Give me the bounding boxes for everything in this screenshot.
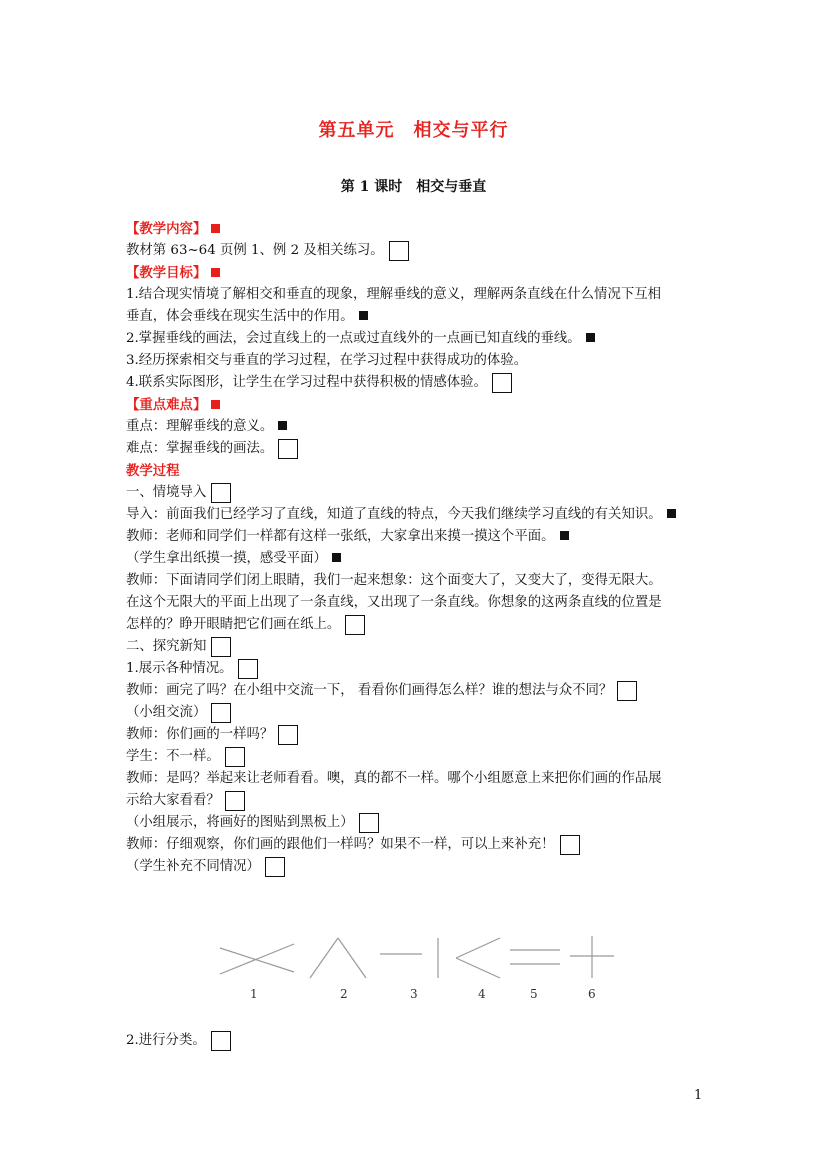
lesson-title: 第 1 课时 相交与垂直 (340, 179, 487, 195)
square-marker-icon (667, 509, 676, 518)
body-line (126, 636, 716, 658)
checkbox-icon (211, 483, 231, 503)
checkbox-icon (211, 637, 231, 657)
checkbox-icon (278, 439, 298, 459)
checkbox-icon (238, 659, 258, 679)
body-line (126, 482, 716, 504)
body-line (126, 306, 716, 328)
line-text: 教师：仔细观察，你们画的跟他们一样吗？如果不一样，可以上来补充！ (126, 837, 555, 852)
body-line (126, 746, 716, 768)
body-line (126, 350, 716, 372)
line-text: 1.结合现实情境了解相交和垂直的现象，理解垂线的意义，理解两条直线在什么情况下互相 (126, 287, 662, 302)
line-text: 教师：老师和同学们一样都有这样一张纸，大家拿出来摸一摸这个平面。 (126, 529, 555, 544)
figure-1-line-b (220, 944, 294, 974)
body-line (126, 372, 716, 394)
checkbox-icon (560, 835, 580, 855)
checkbox-icon (225, 747, 245, 767)
line-text: 一、情境导入 (126, 485, 207, 500)
square-marker-icon (278, 421, 287, 430)
line-text: 【教学目标】 (126, 265, 207, 281)
checkbox-icon (211, 703, 231, 723)
figure-4-line-a (456, 938, 500, 958)
checkbox-icon (389, 241, 409, 261)
section-heading (126, 262, 716, 284)
body-line (126, 724, 716, 746)
figure-2-line-b (338, 938, 366, 978)
figure-label-4: 4 (478, 987, 486, 1001)
square-marker-icon (211, 400, 220, 409)
section-heading (126, 460, 716, 482)
body-line (126, 592, 716, 614)
line-text: （小组交流） (126, 705, 207, 720)
square-marker-icon (211, 224, 220, 233)
figure-label-5: 5 (530, 987, 538, 1001)
page-number: 1 (694, 1088, 703, 1103)
body-line (126, 328, 716, 350)
body-line (126, 834, 716, 856)
line-text: 难点：掌握垂线的画法。 (126, 441, 274, 456)
body-line (126, 504, 716, 526)
line-text: （学生拿出纸摸一摸，感受平面） (126, 551, 327, 566)
line-text: 垂直，体会垂线在现实生活中的作用。 (126, 309, 354, 324)
section-heading (126, 394, 716, 416)
body-line (126, 284, 716, 306)
line-text: 【教学内容】 (126, 221, 207, 237)
checkbox-icon (225, 791, 245, 811)
body-line (126, 438, 716, 460)
line-text: 二、探究新知 (126, 639, 207, 654)
body-line (126, 570, 716, 592)
body-line (126, 614, 716, 636)
body-line (126, 768, 716, 790)
unit-title: 第五单元 相交与平行 (318, 120, 509, 141)
figure-label-2: 2 (340, 987, 348, 1001)
checkbox-icon (345, 615, 365, 635)
line-text: 教材第 63~64 页例 1、例 2 及相关练习。 (126, 243, 384, 258)
checkbox-icon (492, 373, 512, 393)
line-text: 在这个无限大的平面上出现了一条直线，又出现了一条直线。你想象的这两条直线的位置是 (126, 595, 662, 610)
line-text: 怎样的？睁开眼睛把它们画在纸上。 (126, 617, 341, 632)
line-text: 教师：画完了吗？在小组中交流一下， 看看你们画得怎么样？谁的想法与众不同？ (126, 683, 613, 698)
body-line (126, 812, 716, 834)
classification-step (126, 1030, 231, 1052)
line-text: 教师：下面请同学们闭上眼睛，我们一起来想象：这个面变大了，又变大了，变得无限大。 (126, 573, 662, 588)
body-line (126, 240, 716, 262)
square-marker-icon (560, 531, 569, 540)
square-marker-icon (211, 268, 220, 277)
line-text: 4.联系实际图形，让学生在学习过程中获得积极的情感体验。 (126, 375, 487, 390)
body-line (126, 856, 716, 878)
line-text: 教学过程 (126, 463, 180, 479)
figure-1-line-a (220, 948, 294, 972)
line-text: 2.掌握垂线的画法，会过直线上的一点或过直线外的一点画已知直线的垂线。 (126, 331, 581, 346)
classification-step-text: 2.进行分类。 (126, 1033, 206, 1048)
checkbox-icon (265, 857, 285, 877)
square-marker-icon (359, 311, 368, 320)
body-line (126, 702, 716, 724)
figure-label-6: 6 (588, 987, 596, 1001)
body-line (126, 680, 716, 702)
body-line (126, 790, 716, 812)
line-position-figure (210, 930, 630, 1010)
square-marker-icon (586, 333, 595, 342)
checkbox-icon (211, 1031, 231, 1051)
checkbox-icon (617, 681, 637, 701)
line-text: 【重点难点】 (126, 397, 207, 413)
line-text: 重点：理解垂线的意义。 (126, 419, 274, 434)
line-text: 教师：你们画的一样吗？ (126, 727, 274, 742)
figure-label-3: 3 (410, 987, 418, 1001)
line-text: （学生补充不同情况） (126, 859, 260, 874)
line-text: 示给大家看看？ (126, 793, 220, 808)
lesson-body (126, 218, 716, 878)
checkbox-icon (278, 725, 298, 745)
line-text: 1.展示各种情况。 (126, 661, 233, 676)
body-line (126, 526, 716, 548)
figure-2-line-a (310, 938, 338, 978)
body-line (126, 416, 716, 438)
body-line (126, 548, 716, 570)
line-text: （小组展示，将画好的图贴到黑板上） (126, 815, 354, 830)
line-text: 3.经历探索相交与垂直的学习过程，在学习过程中获得成功的体验。 (126, 353, 528, 368)
section-heading (126, 218, 716, 240)
line-text: 学生：不一样。 (126, 749, 220, 764)
line-text: 导入：前面我们已经学习了直线，知道了直线的特点，今天我们继续学习直线的有关知识。 (126, 507, 662, 522)
checkbox-icon (359, 813, 379, 833)
figure-4-line-b (456, 958, 500, 978)
line-text: 教师：是吗？举起来让老师看看。噢，真的都不一样。哪个小组愿意上来把你们画的作品展 (126, 771, 662, 786)
figure-label-1: 1 (250, 987, 258, 1001)
square-marker-icon (332, 553, 341, 562)
body-line (126, 658, 716, 680)
